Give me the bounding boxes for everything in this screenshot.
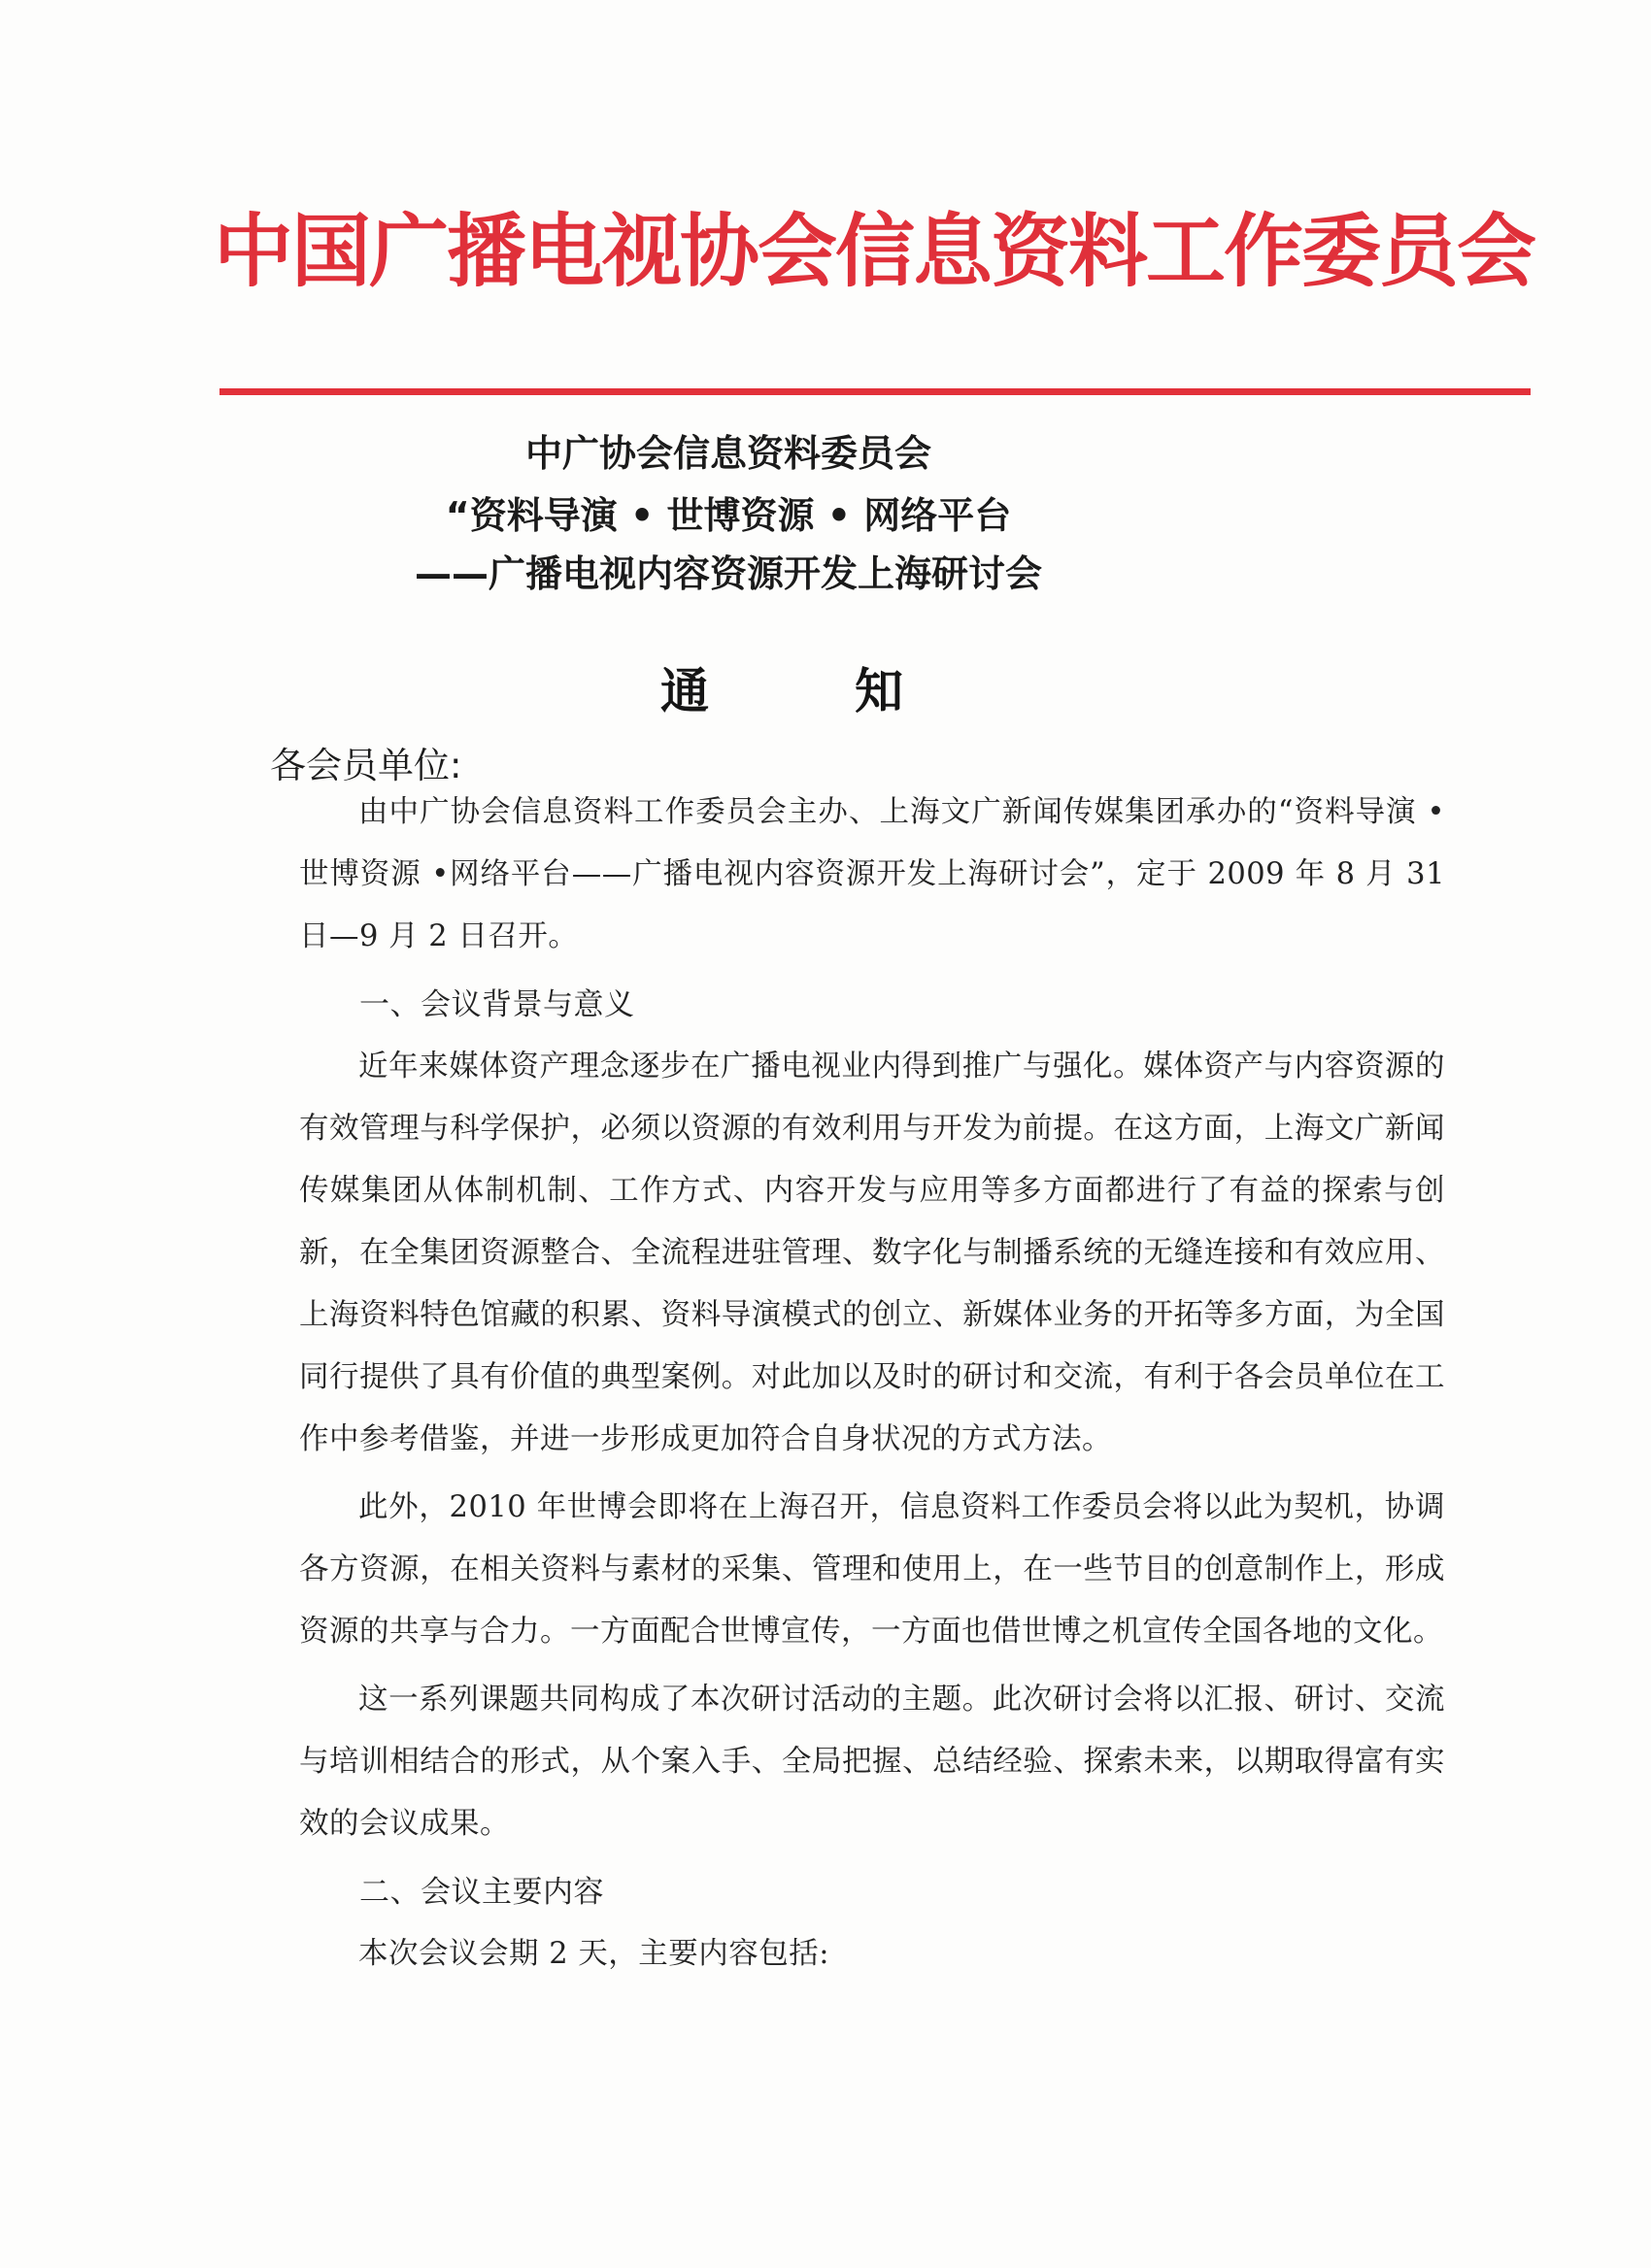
intro-paragraph: 由中广协会信息资料工作委员会主办、上海文广新闻传媒集团承办的“资料导演 •世博资源 •网络平台——广播电视内容资源开发上海研讨会”，定于 2009 年 8 月 31 日—9 月 2 日召开。: [299, 795, 1445, 953]
section-2-heading: 二、会议主要内容: [359, 1875, 604, 1910]
notice-body: [299, 782, 1445, 1985]
salutation: 各会员单位:: [270, 745, 462, 786]
section-1-paragraph-3: 这一系列课题共同构成了本次研讨活动的主题。此次研讨会将以汇报、研讨、交流与培训相结合的形式，从个案入手、全局把握、总结经验、探索未来，以期取得富有实效的会议成果。: [299, 1683, 1445, 1841]
notice-title: 通知: [660, 663, 1049, 719]
section-2-paragraph-1: 本次会议会期 2 天，主要内容包括:: [358, 1937, 830, 1971]
subtitle-line-3: ——广播电视内容资源开发上海研讨会: [414, 552, 1042, 595]
section-1-heading: 一、会议背景与意义: [359, 987, 635, 1022]
subtitle-line-1: 中广协会信息资料委员会: [524, 432, 931, 475]
letterhead-divider: [219, 388, 1531, 395]
subtitle-line-2: “资料导演 • 世博资源 • 网络平台: [445, 494, 1012, 537]
letterhead-title: 中国广播电视协会信息资料工作委员会: [214, 206, 1535, 298]
section-1-paragraph-1: 近年来媒体资产理念逐步在广播电视业内得到推广与强化。媒体资产与内容资源的有效管理与科学保护，必须以资源的有效利用与开发为前提。在这方面，上海文广新闻传媒集团从体制机制、工作方式、内容开发与应用等多方面都进行了有益的探索与创新，在全集团资源整合、全流程进驻管理、数字化与制播系统的无缝连接和有效应用、上海资料特色馆藏的积累、资料导演模式的创立、新媒体业务的开拓等多方面，为全国同行提供了具有价值的典型案例。对此加以及时的研讨和交流，有利于各会员单位在工作中参考借鉴，并进一步形成更加符合自身状况的方式方法。: [299, 1050, 1445, 1456]
section-1-paragraph-2: 此外，2010 年世博会即将在上海召开，信息资料工作委员会将以此为契机，协调各方资源，在相关资料与素材的采集、管理和使用上，在一些节目的创意制作上，形成资源的共享与合力。一方面配合世博宣传，一方面也借世博之机宣传全国各地的文化。: [299, 1490, 1445, 1649]
